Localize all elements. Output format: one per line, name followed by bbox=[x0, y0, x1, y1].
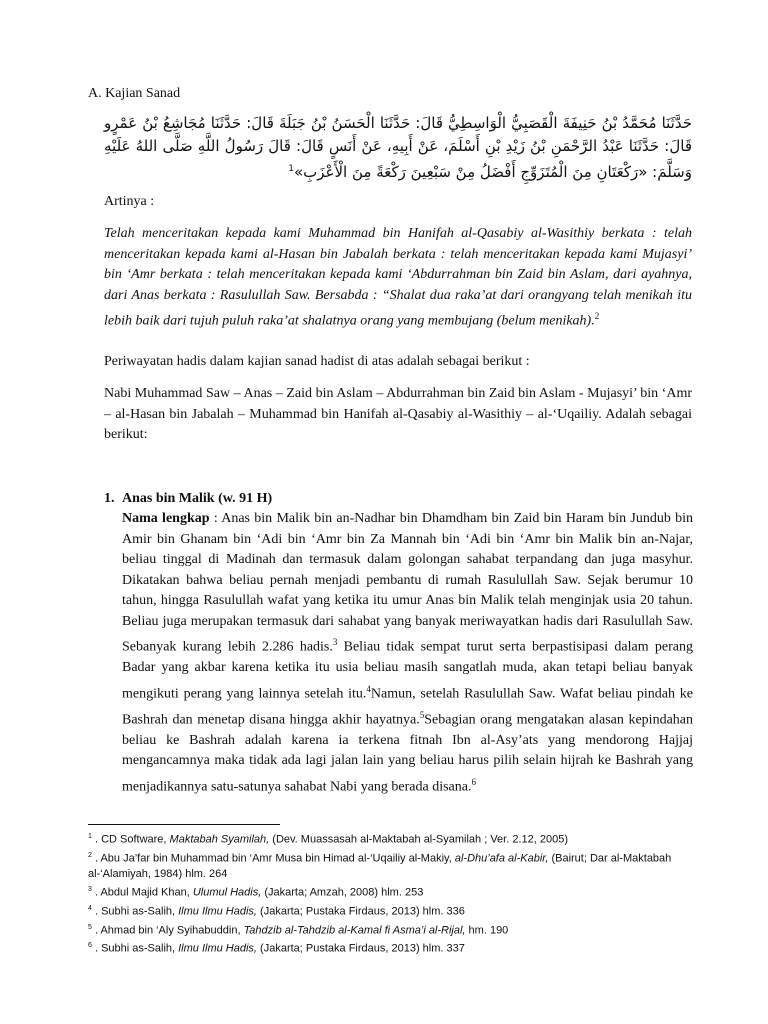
footnote-text: . CD Software, bbox=[91, 833, 170, 846]
section-heading: A. Kajian Sanad bbox=[88, 86, 181, 101]
footnote bbox=[88, 901, 692, 920]
narrator-title: Anas bin Malik (w. 91 H) bbox=[122, 491, 273, 506]
footnote-text: . Abu Ja’far bin Muhammad bin ‘Amr Musa bin Himad al-‘Uqailiy al-Makiy, bbox=[91, 852, 455, 865]
footnote-text: hm. 190 bbox=[465, 924, 509, 937]
arabic-hadith-text bbox=[104, 112, 692, 184]
footnote-text: (Jakarta; Pustaka Firdaus, 2013) hlm. 337 bbox=[256, 942, 465, 955]
footnote-text: (Dev. Muassasah al-Maktabah al-Syamilah ; Ver. 2.12, 2005) bbox=[269, 833, 568, 846]
footnotes bbox=[88, 829, 692, 957]
footnote bbox=[88, 882, 692, 901]
footnote bbox=[88, 920, 692, 939]
footnote-number: 1 bbox=[88, 833, 92, 840]
footnote-text: . Abdul Majid Khan, bbox=[91, 886, 193, 899]
footnote-number: 2 bbox=[88, 851, 92, 859]
footnote-title: Ilmu Ilmu Hadis, bbox=[178, 905, 257, 918]
footnote-title: Ilmu Ilmu Hadis, bbox=[178, 942, 257, 955]
footnote-title: Tahdzib al-Tahdzib al-Kamal fi Asma’i al-Rijal, bbox=[243, 924, 466, 937]
footnote-number: 5 bbox=[88, 923, 92, 931]
artinya-label: Artinya : bbox=[104, 194, 155, 209]
footnote-text: . Subhi as-Salih, bbox=[91, 942, 179, 955]
full-name-label: Nama lengkap bbox=[122, 511, 210, 526]
translation-paragraph bbox=[104, 224, 692, 332]
footnote bbox=[88, 848, 692, 883]
footnote-title: al-Dhu’afa al-Kabir, bbox=[454, 852, 549, 865]
bio-text-b: Beliau tidak sempat turut serta berpastisipasi dalam perang Badar yang akbar karena ketika itu usia beliau masih sangatlah muda, akan tetapi beliau banyak mengikuti perang yang lainnya setelah itu. bbox=[122, 639, 693, 702]
footnote-ref: 4 bbox=[366, 683, 371, 694]
footnote-number: 6 bbox=[88, 942, 92, 950]
arabic-text: حَدَّثَنَا مُحَمَّدُ بْنُ حَنِيفَةَ الْقَصَبِيُّ الْوَاسِطِيُّ قَالَ: حَدَّثَنَا الْحَسَنُ بْنُ جَبَلَةَ قَالَ: حَدَّثَنَا مُجَاشِعُ بْنُ عَمْرٍو قَالَ: حَدَّثَنَا عَبْدُ الرَّحْمَنِ بْنُ زَيْدِ بْنِ أَسْلَمَ، عَنْ أَبِيهِ، عَنْ أَنَسٍ قَالَ: قَالَ رَسُولُ اللَّهِ صَلَّى اللهُ عَلَيْهِ وَسَلَّمَ: «رَكْعَتَانِ مِنَ الْمُتَزَوِّجِ أَفْضَلُ مِنْ سَبْعِينَ رَكْعَةً مِنَ الْأَعْزَبِ» bbox=[104, 114, 692, 181]
footnote-title: Ulumul Hadis, bbox=[192, 886, 262, 899]
bio-text-a: : Anas bin Malik bin an-Nadhar bin Dhamdham bin Zaid bin Haram bin Jundub bin Amir bin Ghanam bin ‘Adi bin ‘Amr bin Za Mannah bin ‘Adi bin ‘Amr bin Malik bin an-Najar, beliau tinggal di Madinah dan termasuk dalam golongan sahabat terpandang dan juga masyhur. Dikatakan bahwa beliau pernah menjadi pembantu di rumah Rasulullah Saw. Sejak berumur 10 tahun, hingga Rasulullah wafat yang ketika itu umur Anas bin Malik telah menginjak usia 20 tahun. Beliau juga merupakan termasuk dari sahabat yang banyak meriwayatkan hadis dari Rasulullah Saw. Sebanyak kurang lebih 2.286 hadis. bbox=[122, 511, 693, 655]
translation-text: Telah menceritakan kepada kami Muhammad bin Hanifah al-Qasabiy al-Wasithiy berkata : telah menceritakan kepada kami al-Hasan bin Jabalah berkata : telah menceritakan kepada kami Mujasyi’ bin ‘Amr berkata : telah menceritakan kepada kami ‘Abdurrahman bin Zaid bin Aslam, dari ayahnya, dari Anas berkata : Rasulullah Saw. Bersabda : “Shalat dua raka’at dari orangyang telah menikah itu lebih baik dari tujuh puluh raka’at shalatnya orang yang membujang (belum menikah). bbox=[104, 226, 692, 329]
footnote-text: (Bairut; Dar al-Maktabah al-‘Alamiyah, 1984) hlm. 264 bbox=[88, 852, 672, 881]
footnote-ref: 2 bbox=[594, 311, 600, 321]
footnote-title: Maktabah Syamilah, bbox=[169, 833, 270, 846]
item-number: 1. bbox=[104, 491, 115, 506]
footnote-ref: 3 bbox=[332, 637, 338, 647]
footnote bbox=[88, 938, 692, 957]
footnote-number: 4 bbox=[88, 904, 92, 912]
footnote-ref: 1 bbox=[288, 164, 294, 174]
footnote-text: . Subhi as-Salih, bbox=[91, 905, 179, 918]
narrator-heading bbox=[104, 488, 694, 509]
chain-paragraph: Nabi Muhammad Saw – Anas – Zaid bin Aslam – Abdurrahman bin Zaid bin Aslam - Mujasyi’ bin ‘Amr – al-Hasan bin Jabalah – Muhammad bin Hanifah al-Qasabiy al-Wasithiy – al-‘Uqailiy. Adalah sebagai berikut: bbox=[104, 386, 692, 442]
footnote bbox=[88, 829, 692, 848]
footnote-separator bbox=[88, 824, 280, 825]
footnote-text: (Jakarta; Pustaka Firdaus, 2013) hlm. 336 bbox=[256, 905, 465, 918]
narrator-biography bbox=[122, 509, 693, 798]
bio-text-d: Sebagian orang mengatakan alasan kepindahan beliau ke Bashrah adalah karena ia terkena fitnah Ibn al-Asy’ats yang mendorong Hajjaj mengancamnya maka tidak ada lagi jalan lain yang beliau harus pilih selain hijrah ke Bashrah yang menjadikannya satu-satunya sahabat Nabi yang berada disana. bbox=[122, 712, 693, 795]
bio-text-c: Namun, setelah Rasulullah Saw. Wafat beliau pindah ke Bashrah dan menetap disana hingga akhir hayatnya. bbox=[122, 686, 694, 728]
footnote-text: . Ahmad bin ‘Aly Syihabuddin, bbox=[91, 924, 244, 937]
footnote-number: 3 bbox=[88, 886, 92, 894]
footnote-ref: 6 bbox=[471, 776, 476, 787]
footnote-text: (Jakarta; Amzah, 2008) hlm. 253 bbox=[261, 886, 424, 899]
narrator-item bbox=[104, 488, 694, 798]
footnote-ref: 5 bbox=[419, 709, 425, 720]
chain-intro-paragraph: Periwayatan hadis dalam kajian sanad hadist di atas adalah sebagai berikut : bbox=[104, 354, 530, 369]
